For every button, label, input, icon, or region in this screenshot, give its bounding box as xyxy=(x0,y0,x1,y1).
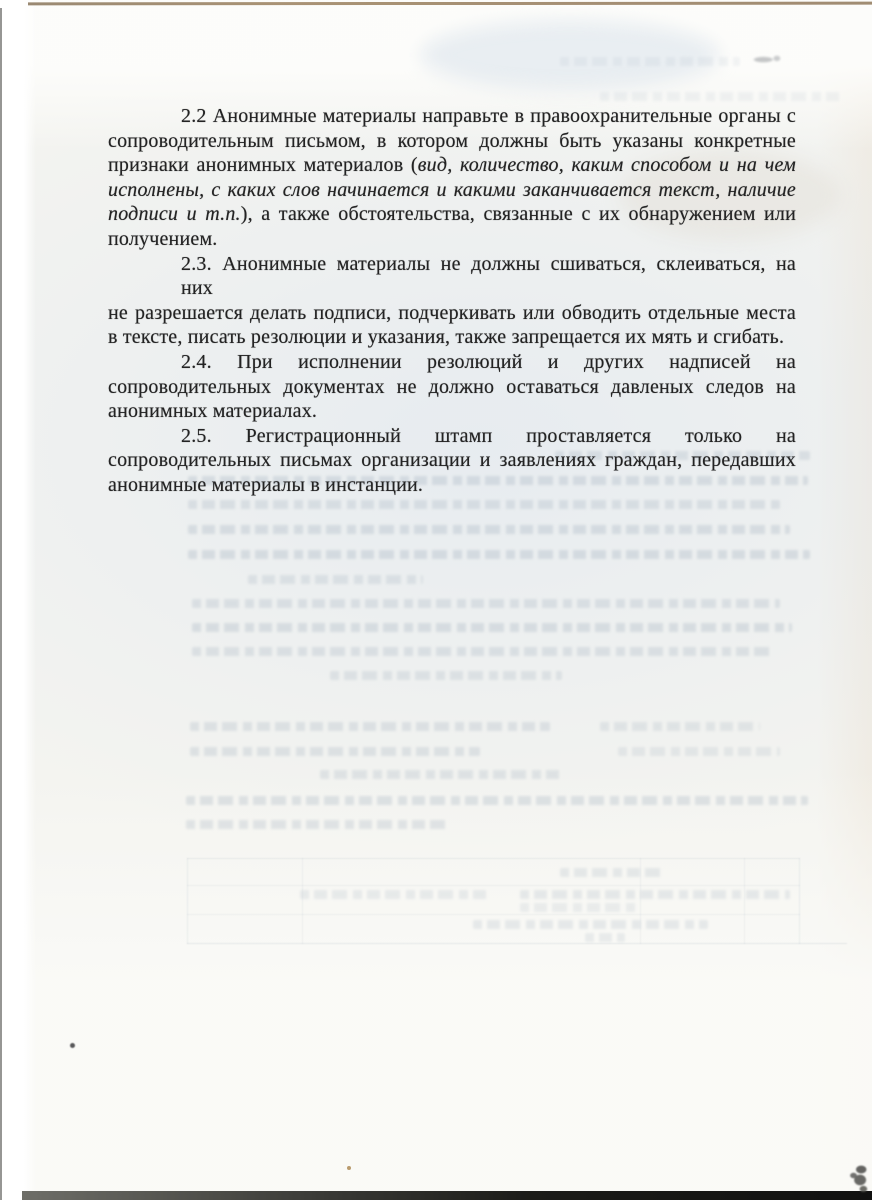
document-text xyxy=(108,104,796,498)
bleedthrough-text-line xyxy=(560,57,740,66)
text-line: 2.4. При исполнении резолюций и других надписей на xyxy=(181,350,796,373)
bleedthrough-rule xyxy=(187,858,188,944)
text-line: получением. xyxy=(108,227,218,250)
bleedthrough-text-line xyxy=(520,890,790,899)
bleedthrough-text-line xyxy=(186,820,451,829)
bleedthrough-text-line xyxy=(192,599,780,608)
bleedthrough-text-line xyxy=(585,933,625,942)
bleedthrough-text-line xyxy=(560,868,665,877)
text-line: сопроводительных письмах организации и заявлениях граждан, передавших xyxy=(108,449,796,472)
text-line: 2.2 Анонимные материалы направьте в правоохранительные органы с xyxy=(181,105,796,127)
bleedthrough-text-line xyxy=(192,623,792,632)
bleedthrough-text-line xyxy=(188,525,790,534)
bleedthrough-rule xyxy=(302,858,303,944)
paragraph-2.5 xyxy=(108,424,796,498)
scan-top-edge-line xyxy=(28,2,872,5)
paper-tint-cloud xyxy=(420,20,720,90)
bleedthrough-text-line xyxy=(190,722,550,731)
text-line: в тексте, писать резолюции и указания, также запрещается их мять и сгибать. xyxy=(108,326,785,349)
bleedthrough-rule xyxy=(187,885,800,886)
text-line: не разрешается делать подписи, подчеркивать или обводить отдельные места xyxy=(108,301,796,324)
bleedthrough-text-line xyxy=(190,747,480,756)
text-line: 2.5. Регистрационный штамп проставляется только на xyxy=(181,424,796,447)
scan-bottom-shadow-bar xyxy=(22,1191,872,1200)
bleedthrough-rule xyxy=(799,858,800,944)
bleedthrough-text-line xyxy=(618,747,780,756)
text-line: анонимные материалы в инстанции. xyxy=(108,473,424,496)
bleedthrough-text-line xyxy=(248,575,423,584)
paper-speck xyxy=(347,1166,351,1170)
text-line: сопроводительным письмом, в котором должны быть указаны конкретные xyxy=(108,129,796,152)
text-line: исполнены, с каких слов начинается и какими заканчивается текст, наличие xyxy=(108,178,796,201)
bleedthrough-text-line xyxy=(600,92,840,101)
bleedthrough-text-line xyxy=(300,890,490,899)
bleedthrough-text-line xyxy=(186,796,808,805)
bottom-right-ink-smudge xyxy=(848,1162,870,1192)
top-right-faint-smudge xyxy=(748,53,782,65)
text-line: подписи и т.п.), а также обстоятельства, связанные с их обнаружением или xyxy=(108,203,796,226)
text-line: сопроводительных документах не должно оставаться давленых следов на xyxy=(108,375,796,398)
bleedthrough-text-line xyxy=(320,770,560,779)
scan-left-edge-line xyxy=(0,8,2,1200)
bleedthrough-text-line xyxy=(192,647,770,656)
bleedthrough-text-line xyxy=(188,500,780,509)
paragraph-2.2 xyxy=(108,104,796,252)
bleedthrough-text-line xyxy=(600,722,760,731)
bleedthrough-text-line xyxy=(520,903,640,912)
bleedthrough-text-line xyxy=(188,550,810,559)
bleedthrough-rule xyxy=(187,858,800,859)
bleedthrough-rule xyxy=(640,858,641,944)
text-line: признаки анонимных материалов (вид, количество, каким способом и на чем xyxy=(108,154,796,177)
paragraph-2.3 xyxy=(108,252,796,350)
text-line: анонимных материалах. xyxy=(108,400,318,423)
ink-speck xyxy=(70,1043,75,1048)
bleedthrough-rule xyxy=(744,858,745,944)
bleedthrough-text-line xyxy=(473,920,708,929)
bleedthrough-rule xyxy=(187,943,847,944)
paragraph-2.4 xyxy=(108,350,796,424)
text-line: 2.3. Анонимные материалы не должны сшиваться, склеиваться, на них xyxy=(181,252,796,300)
bleedthrough-rule xyxy=(187,914,800,915)
bleedthrough-text-line xyxy=(330,671,562,680)
